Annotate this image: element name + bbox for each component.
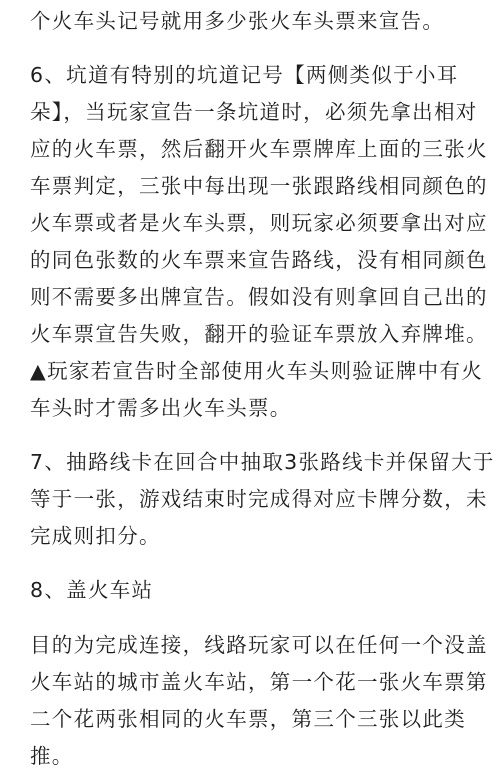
- text-line: 则不需要多出牌宣告。假如没有则拿回自己出的: [30, 285, 488, 309]
- text-line: 7、抽路线卡在回合中抽取3张路线卡并保留大于: [30, 450, 495, 474]
- section-heading: 8、盖火车站: [30, 578, 154, 602]
- text-line: 火车站的城市盖火车站，第一个花一张火车票第: [30, 670, 488, 694]
- text-line: 等于一张，游戏结束时完成得对应卡牌分数，未: [30, 487, 488, 511]
- text-line: 火车票宣告失败，翻开的验证车票放入弃牌堆。: [30, 322, 488, 346]
- text-line: 应的火车票，然后翻开火车票牌库上面的三张火: [30, 137, 488, 161]
- text-line: 车头时才需多出火车头票。: [30, 396, 292, 420]
- text-line: 的同色张数的火车票来宣告路线，没有相同颜色: [30, 248, 488, 272]
- text-line: 朵】，当玩家宣告一条坑道时，必须先拿出相对: [30, 100, 478, 124]
- text-line: 推。: [30, 744, 74, 768]
- text-line: 完成则扣分。: [30, 524, 161, 548]
- text-line: 目的为完成连接，线路玩家可以在任何一个没盖: [30, 633, 488, 657]
- text-line: 车票判定，三张中每出现一张跟路线相同颜色的: [30, 174, 488, 198]
- text-line: 火车票或者是火车头票，则玩家必须要拿出对应: [30, 211, 488, 235]
- text-line: 二个花两张相同的火车票，第三个三张以此类: [30, 707, 466, 731]
- text-line: 个火车头记号就用多少张火车头票来宣告。: [30, 9, 445, 33]
- text-line: 6、坑道有特别的坑道记号【两侧类似于小耳: [30, 63, 459, 87]
- text-line: ▲玩家若宣告时全部使用火车头则验证牌中有火: [30, 359, 484, 383]
